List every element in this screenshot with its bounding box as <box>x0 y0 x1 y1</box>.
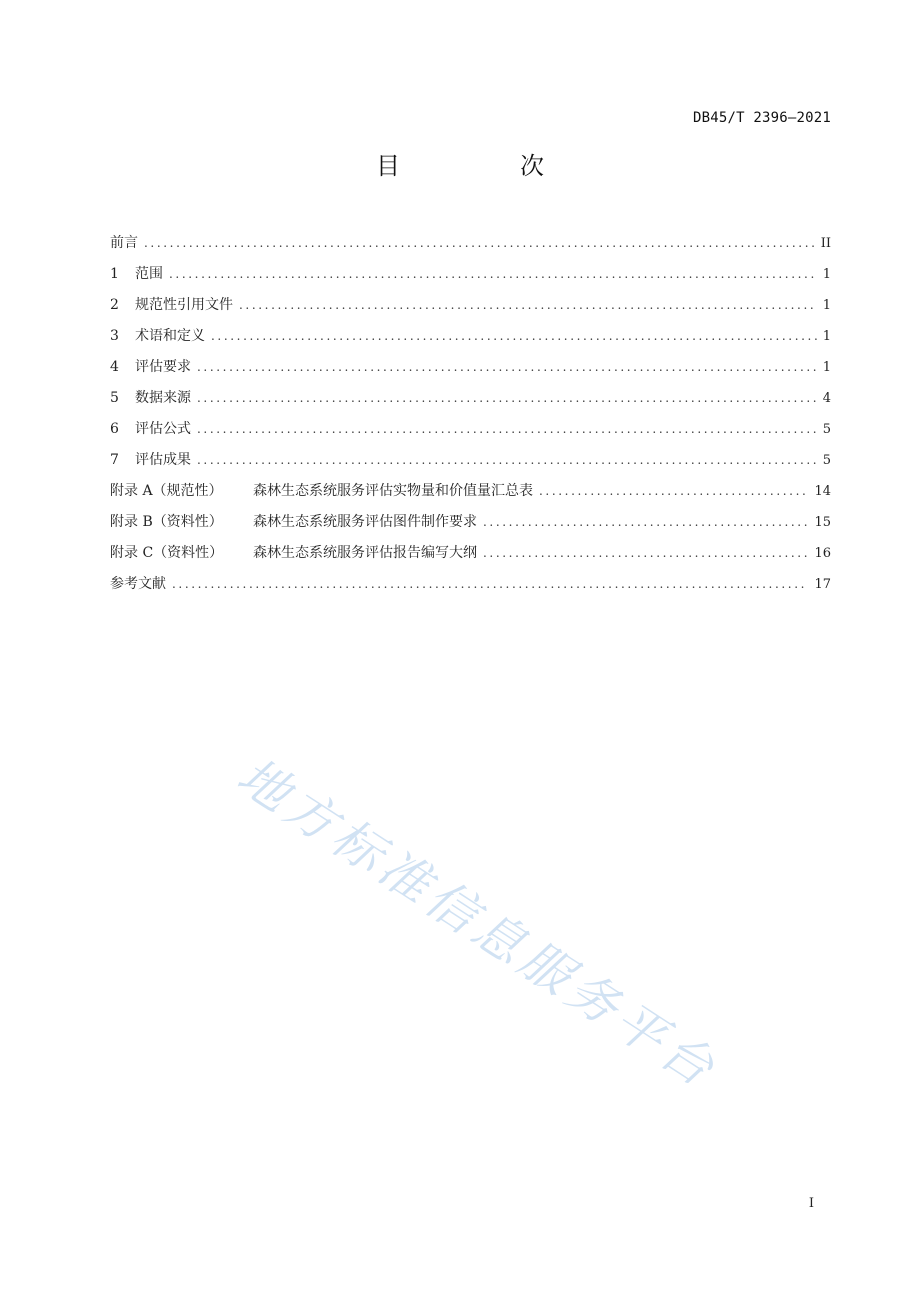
toc-entry-appendix-b[interactable] <box>110 509 831 540</box>
toc-label: 参考文献 <box>110 576 166 592</box>
page-title: 目 次 <box>376 152 592 180</box>
toc-entry-data-sources[interactable] <box>110 385 831 416</box>
toc-label: 范围 <box>135 266 163 282</box>
toc-entry-appendix-a[interactable] <box>110 478 831 509</box>
toc-section-number: 5 <box>110 390 119 406</box>
toc-leader-dots <box>539 478 808 504</box>
toc-label: 评估要求 <box>135 359 191 375</box>
toc-entry-scope[interactable] <box>110 261 831 292</box>
toc-leader-dots <box>483 509 808 535</box>
toc-appendix-prefix: 附录 C（资料性） <box>110 545 224 561</box>
toc-page-number: 15 <box>814 515 831 530</box>
toc-page-number: 1 <box>822 360 831 375</box>
toc-label: 森林生态系统服务评估报告编写大纲 <box>253 545 477 561</box>
toc-page-number: 5 <box>822 453 831 468</box>
toc-entry-bibliography[interactable] <box>110 571 831 602</box>
toc-appendix-prefix: 附录 A（规范性） <box>110 483 223 499</box>
toc-leader-dots <box>197 416 817 442</box>
toc-entry-assessment-formulas[interactable] <box>110 416 831 447</box>
toc-leader-dots <box>169 261 817 287</box>
document-code: DB45/T 2396—2021 <box>692 110 831 126</box>
toc-label: 术语和定义 <box>135 328 205 344</box>
toc-entry-foreword[interactable] <box>110 230 831 261</box>
toc-leader-dots <box>144 230 815 256</box>
toc-section-number: 1 <box>110 266 119 282</box>
toc-label: 森林生态系统服务评估图件制作要求 <box>253 514 477 530</box>
toc-page-number: 14 <box>814 484 831 499</box>
toc-label: 数据来源 <box>135 390 191 406</box>
toc-label: 规范性引用文件 <box>135 297 233 313</box>
toc-page-number: 16 <box>814 546 831 561</box>
toc-page-number: 1 <box>822 298 831 313</box>
toc-leader-dots <box>172 571 808 597</box>
toc-entry-assessment-results[interactable] <box>110 447 831 478</box>
toc-section-number: 2 <box>110 297 119 313</box>
toc-page-number: 1 <box>822 329 831 344</box>
toc-leader-dots <box>211 323 817 349</box>
toc-label: 评估公式 <box>135 421 191 437</box>
toc-page-number: 5 <box>822 422 831 437</box>
toc-leader-dots <box>197 354 817 380</box>
footer-page-number: I <box>808 1196 814 1211</box>
toc-leader-dots <box>197 385 817 411</box>
toc-entry-terms-definitions[interactable] <box>110 323 831 354</box>
toc-entry-appendix-c[interactable] <box>110 540 831 571</box>
toc-entry-normative-references[interactable] <box>110 292 831 323</box>
toc-leader-dots <box>197 447 817 473</box>
watermark: 地方标准信息服务平台 <box>227 746 729 1101</box>
toc-page-number: 1 <box>822 267 831 282</box>
toc-section-number: 6 <box>110 421 119 437</box>
toc-section-number: 7 <box>110 452 119 468</box>
toc-page-number: II <box>820 236 831 251</box>
toc-label: 前言 <box>110 235 138 251</box>
toc-section-number: 4 <box>110 359 119 375</box>
table-of-contents <box>110 230 831 602</box>
toc-entry-assessment-requirements[interactable] <box>110 354 831 385</box>
toc-label: 森林生态系统服务评估实物量和价值量汇总表 <box>253 483 533 499</box>
toc-page-number: 4 <box>822 391 831 406</box>
toc-appendix-prefix: 附录 B（资料性） <box>110 514 223 530</box>
toc-section-number: 3 <box>110 328 119 344</box>
toc-leader-dots <box>239 292 817 318</box>
toc-label: 评估成果 <box>135 452 191 468</box>
toc-page-number: 17 <box>814 577 831 592</box>
toc-leader-dots <box>483 540 808 566</box>
